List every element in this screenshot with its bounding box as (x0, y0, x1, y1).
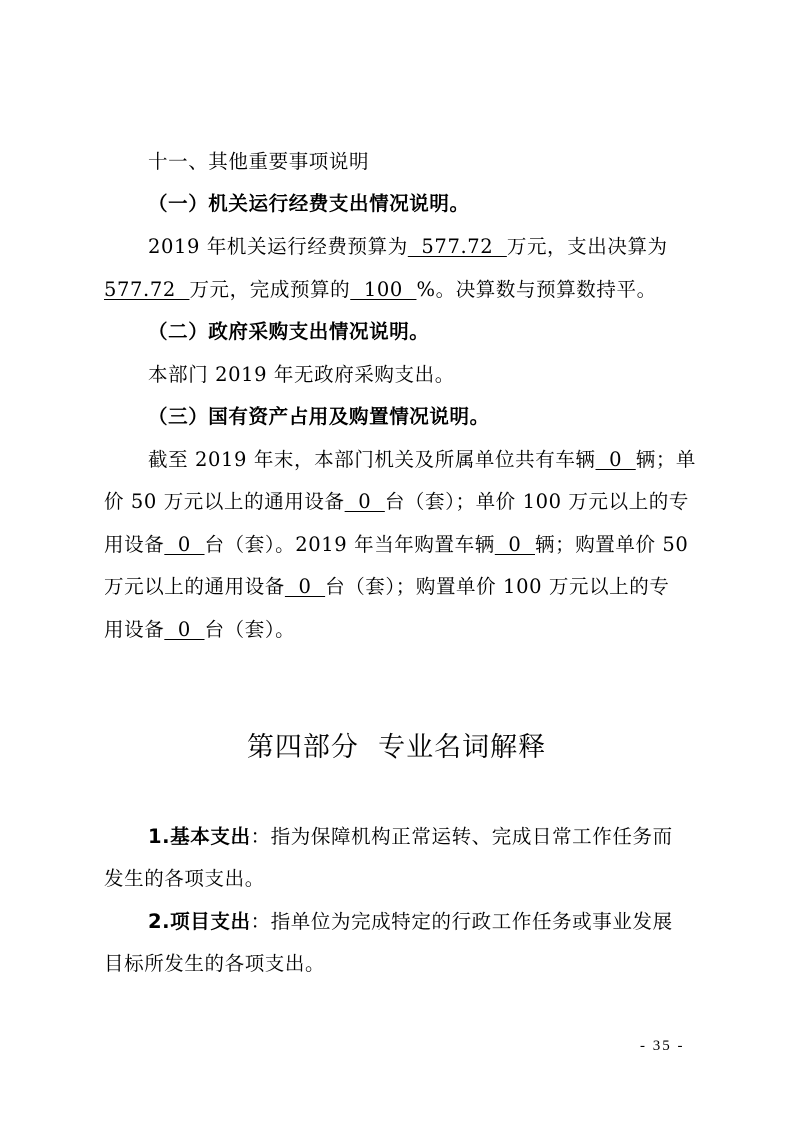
subsection-3-heading: （三）国有资产占用及购置情况说明。 (148, 405, 490, 428)
filled-blank: 0 (164, 618, 205, 641)
filled-blank: 100 (350, 278, 417, 301)
filled-blank: 0 (494, 533, 535, 556)
paragraph-line (104, 615, 694, 645)
term-1-line (148, 822, 694, 852)
text-run: 台（套）。2019 年当年购置车辆 (204, 533, 495, 556)
text-run: 台（套）。 (204, 618, 296, 641)
term-1-definition: ：指为保障机构正常运转、完成日常工作任务而 (250, 825, 673, 848)
term-1-continuation: 发生的各项支出。 (104, 867, 265, 890)
text-run: 台（套）；购置单价 100 万元以上的专 (325, 575, 670, 598)
text-run: 2019 年机关运行经费预算为 (148, 235, 408, 258)
text-run: 用设备 (104, 618, 165, 641)
filled-blank: 0 (344, 490, 385, 513)
filled-blank: 0 (164, 533, 205, 556)
text-run: 用设备 (104, 533, 165, 556)
text-run: 辆；购置单价 50 (535, 533, 689, 556)
paragraph-line (104, 487, 694, 517)
paragraph-line (104, 275, 694, 305)
term-2-line (148, 907, 694, 937)
text-run: 万元，支出决算为 (506, 235, 668, 258)
paragraph-line (148, 232, 694, 262)
text-run: 截至 2019 年末，本部门机关及所属单位共有车辆 (148, 448, 596, 471)
section-11-heading: 十一、其他重要事项说明 (148, 150, 370, 173)
text-run: 辆；单 (635, 448, 697, 471)
term-2-definition: ：指单位为完成特定的行政工作任务或事业发展 (250, 910, 673, 933)
paragraph-line (104, 572, 694, 602)
filled-blank: 0 (595, 448, 636, 471)
term-2-label: 2.项目支出 (148, 910, 251, 933)
filled-blank: 577.72 (104, 278, 190, 301)
filled-blank: 0 (284, 575, 326, 598)
text-run: 万元，完成预算的 (189, 278, 351, 301)
page-number: - 35 - (640, 1038, 685, 1054)
text-run: 价 50 万元以上的通用设备 (104, 490, 345, 513)
text-run: 台（套）；单价 100 万元以上的专 (384, 490, 689, 513)
filled-blank: 577.72 (407, 235, 507, 258)
paragraph-line (148, 445, 697, 475)
term-2-continuation: 目标所发生的各项支出。 (104, 952, 326, 975)
paragraph-line: 本部门 2019 年无政府采购支出。 (148, 363, 455, 386)
paragraph-line (104, 530, 694, 560)
text-run: 万元以上的通用设备 (104, 575, 285, 598)
text-run: %。决算数与预算数持平。 (416, 278, 657, 301)
part-4-title: 第四部分 专业名词解释 (246, 732, 547, 763)
term-1-label: 1.基本支出 (148, 825, 251, 848)
subsection-1-heading: （一）机关运行经费支出情况说明。 (148, 192, 470, 215)
subsection-2-heading: （二）政府采购支出情况说明。 (148, 320, 430, 343)
